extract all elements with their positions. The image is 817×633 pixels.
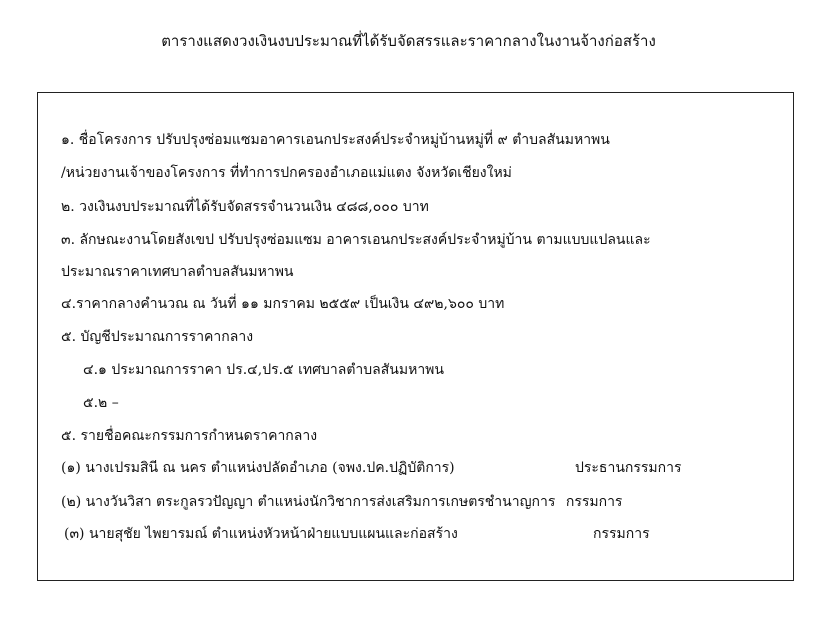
committee-member-role: กรรมการ bbox=[593, 526, 650, 542]
project-details-box bbox=[37, 92, 794, 581]
price-list-item-2: ๕.๒ – bbox=[83, 395, 119, 411]
committee-member-name: (๒) นางวันวิสา ตระกูลรวปัญญา ตำแหน่งนักวิชาการส่งเสริมการเกษตรชำนาญการ bbox=[61, 494, 556, 510]
price-list-item-1: ๔.๑ ประมาณการราคา ปร.๔,ปร.๕ เทศบาลตำบลสันมหาพน bbox=[83, 362, 444, 378]
price-list-heading: ๕. บัญชีประมาณการราคากลาง bbox=[61, 329, 254, 345]
owner-unit-line: /หน่วยงานเจ้าของโครงการ ที่ทำการปกครองอำเภอแม่แตง จังหวัดเชียงใหม่ bbox=[61, 165, 512, 181]
project-name-line: ๑. ชื่อโครงการ ปรับปรุงซ่อมแซมอาคารเอนกประสงค์ประจำหมู่บ้านหมู่ที่ ๙ ตำบลสันมหาพน bbox=[61, 132, 610, 148]
committee-member-row bbox=[61, 491, 622, 513]
committee-member-role: กรรมการ bbox=[565, 494, 623, 510]
committee-member-name: (๓) นายสุชัย ไพยารมณ์ ตำแหน่งหัวหน้าฝ่ายแบบแผนและก่อสร้าง bbox=[64, 526, 458, 542]
committee-member-row bbox=[64, 523, 650, 545]
budget-line: ๒. วงเงินงบประมาณที่ได้รับจัดสรรจำนวนเงิน ๔๘๘,๐๐๐ บาท bbox=[61, 199, 429, 215]
document-title: ตารางแสดงวงเงินงบประมาณที่ได้รับจัดสรรและราคากลางในงานจ้างก่อสร้าง bbox=[161, 32, 656, 50]
work-description-continued-line: ประมาณราคาเทศบาลตำบลสันมหาพน bbox=[61, 264, 294, 280]
work-description-line: ๓. ลักษณะงานโดยสังเขป ปรับปรุงซ่อมแซม อาคารเอนกประสงค์ประจำหมู่บ้าน ตามแบบแปลนและ bbox=[61, 232, 651, 248]
committee-member-row bbox=[61, 457, 682, 479]
median-price-line: ๔.ราคากลางคำนวณ ณ วันที่ ๑๑ มกราคม ๒๕๕๙ เป็นเงิน ๔๙๒,๖๐๐ บาท bbox=[61, 296, 505, 312]
committee-member-role: ประธานกรรมการ bbox=[575, 460, 682, 476]
committee-heading: ๕. รายชื่อคณะกรรมการกำหนดราคากลาง bbox=[61, 428, 318, 444]
committee-member-name: (๑) นางเปรมสินี ณ นคร ตำแหน่งปลัดอำเภอ (จพง.ปค.ปฏิบัติการ) bbox=[61, 460, 455, 476]
